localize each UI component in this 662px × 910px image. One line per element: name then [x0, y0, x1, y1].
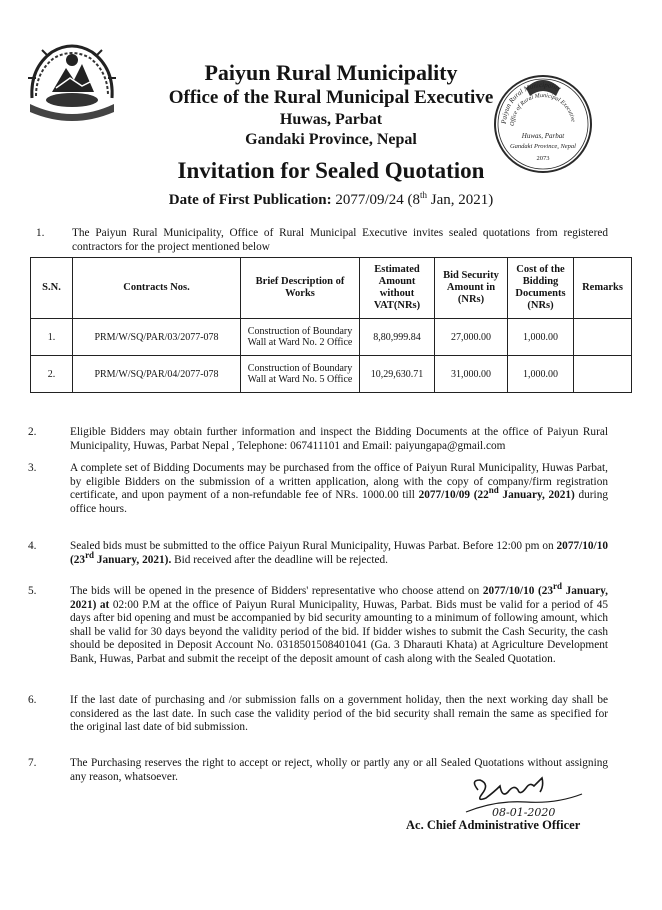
publication-date [0, 192, 662, 209]
cell-contract: PRM/W/SQ/PAR/03/2077-078 [73, 319, 241, 356]
paragraph-2 [28, 426, 608, 453]
official-seal-stamp [490, 68, 596, 180]
paragraph-text: Sealed bids must be submitted to the office Paiyun Rural Municipality, Huwas Parbat. Before 12:00 pm on 2077/10/10 (23rd January, 2021). Bid received after the deadline will be rejected. [70, 540, 608, 566]
col-header-remarks: Remarks [574, 258, 632, 319]
col-header-sn: S.N. [31, 258, 73, 319]
paragraph-5 [28, 581, 609, 666]
cell-brief: Construction of Boundary Wall at Ward No. 5 Office [241, 356, 360, 393]
col-header-estimated: Estimated Amount without VAT(NRs) [360, 258, 435, 319]
cell-sn: 2. [31, 356, 73, 393]
cell-contract: PRM/W/SQ/PAR/04/2077-078 [73, 356, 241, 393]
svg-text:Gandaki Province, Nepal: Gandaki Province, Nepal [509, 143, 577, 150]
paragraph-text: If the last date of purchasing and /or submission falls on a government holiday, then the next working day shall be considered as the last date. In such case the validity period of the bid security shall remain the same as specified for the original last date of bid submission. [70, 694, 608, 733]
organization-name: Paiyun Rural Municipality [204, 60, 458, 85]
table-row [31, 356, 632, 393]
location-line-1: Huwas, Parbat [279, 111, 383, 128]
contracts-table [30, 257, 632, 393]
col-header-brief: Brief Description of Works [241, 258, 360, 319]
paragraph-3 [28, 462, 608, 516]
svg-text:2073: 2073 [536, 155, 550, 162]
col-header-security: Bid Security Amount in (NRs) [435, 258, 508, 319]
location-line-2: Gandaki Province, Nepal [245, 131, 417, 148]
table-header-row [31, 258, 632, 319]
cell-remarks [574, 356, 632, 393]
col-header-cost: Cost of the Bidding Documents (NRs) [508, 258, 574, 319]
paragraph-6 [28, 694, 608, 735]
cell-security: 27,000.00 [435, 319, 508, 356]
paragraph-text: The Purchasing reserves the right to accept or reject, wholly or partly any or all Sealed Quotations without assigning any reason, whatsoever. [70, 757, 608, 783]
paragraph-1 [28, 227, 608, 254]
paragraph-text: A complete set of Bidding Documents may be purchased from the office of Paiyun Rural Municipality, Huwas Parbat, by eligible Bidders on the submission of a written application, along with the copy of company/firm registration certificate, and upon payment of a non-refundable fee of NRs. 1000.00 till 2077/10/09 (22nd January, 2021) during office hours. [70, 462, 608, 515]
cell-remarks [574, 319, 632, 356]
svg-text:Office of Rural Municipal Exec: Office of Rural Municipal Executive [509, 92, 576, 127]
col-header-contracts: Contracts Nos. [73, 258, 241, 319]
svg-text:08-01-2020: 08-01-2020 [492, 806, 556, 819]
paragraph-text: The bids will be opened in the presence of Bidders' representative who choose attend on 2077/10/10 (23rd January, 2021) at 02:00 P.M at the office of Paiyun Rural Municipality, Huwas, Parbat. Bids must be valid for a period of 45 days after bid opening and must be accompanied by bid security amounting to a minimum of following amount, which shall be valid for 30 days beyond the validity period of the bid. If bidder wishes to submit the Cash Security, the cash should be deposited in Deposit Account No. 0318501508401041 (Ga. 3 Dharauti Khata) at Agriculture Development Bank, Huwas, Parbat and submit the receipt of the deposit amount of cash along with the Sealed Quotation. [70, 581, 609, 665]
paragraph-number: 4. [28, 540, 37, 552]
svg-text:Paiyun Rural Municipality: Paiyun Rural Municipality [499, 80, 562, 125]
office-name: Office of the Rural Municipal Executive [168, 87, 494, 108]
paragraph-number: 7. [28, 757, 37, 769]
paragraph-text: The Paiyun Rural Municipality, Office of Rural Municipal Executive invites sealed quotations from registered contractors for the project mentioned below [72, 227, 608, 253]
paragraph-text: Eligible Bidders may obtain further information and inspect the Bidding Documents at the office of Paiyun Rural Municipality, Huwas, Parbat Nepal , Telephone: 067411101 and Email: paiyungapa@gmail.com [70, 426, 608, 452]
cell-estimated: 8,80,999.84 [360, 319, 435, 356]
paragraph-number: 5. [28, 585, 37, 597]
document-title: Invitation for Sealed Quotation [177, 158, 485, 183]
cell-brief: Construction of Boundary Wall at Ward No. 2 Office [241, 319, 360, 356]
paragraph-4 [28, 540, 608, 567]
cell-estimated: 10,29,630.71 [360, 356, 435, 393]
paragraph-number: 3. [28, 462, 37, 474]
cell-cost: 1,000.00 [508, 356, 574, 393]
svg-text:Huwas, Parbat: Huwas, Parbat [521, 132, 565, 140]
signatory-title: Ac. Chief Administrative Officer [406, 818, 581, 832]
cell-cost: 1,000.00 [508, 319, 574, 356]
paragraph-number: 6. [28, 694, 37, 706]
cell-security: 31,000.00 [435, 356, 508, 393]
table-row [31, 319, 632, 356]
paragraph-number: 1. [36, 227, 45, 239]
publication-date-value: 2077/09/24 (8th Jan, 2021) [335, 190, 494, 208]
publication-date-label: Date of First Publication: [168, 192, 332, 208]
paragraph-number: 2. [28, 426, 37, 438]
cell-sn: 1. [31, 319, 73, 356]
